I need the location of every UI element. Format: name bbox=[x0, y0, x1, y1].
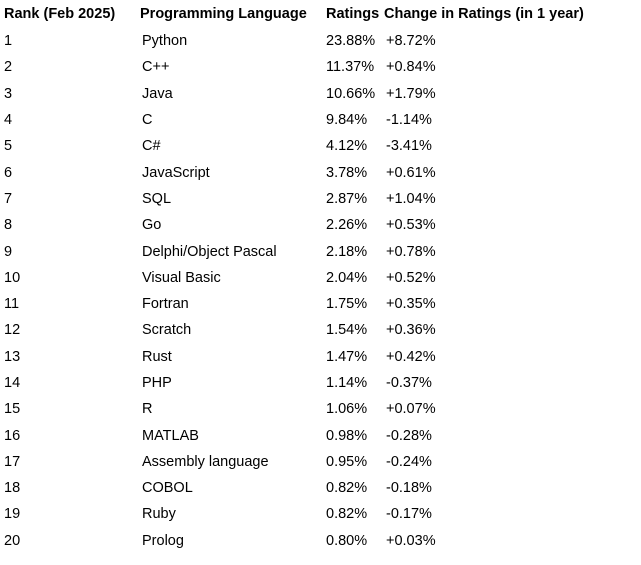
rating-value: 2.26% bbox=[326, 217, 368, 234]
cell-ratings bbox=[326, 54, 384, 80]
cell-ratings bbox=[326, 344, 384, 370]
rating-value: 0.98% bbox=[326, 427, 368, 444]
change-value: +0.35% bbox=[386, 296, 436, 313]
cell-change bbox=[384, 28, 637, 54]
language-label: PHP bbox=[142, 375, 172, 391]
table-header bbox=[4, 6, 637, 28]
table-row bbox=[4, 370, 637, 396]
change-value: +0.78% bbox=[386, 243, 436, 260]
cell-ratings bbox=[326, 475, 384, 501]
cell-language bbox=[140, 501, 326, 527]
table-row bbox=[4, 28, 637, 54]
language-label: Prolog bbox=[142, 532, 184, 549]
cell-rank: 4 bbox=[4, 112, 13, 129]
table-row bbox=[4, 107, 637, 133]
language-label: Ruby bbox=[142, 506, 176, 523]
table-row bbox=[4, 133, 637, 159]
cell-change bbox=[384, 186, 637, 212]
cell-ratings bbox=[326, 238, 384, 264]
cell-ratings bbox=[326, 396, 384, 422]
change-value: +1.79% bbox=[386, 85, 436, 102]
language-label: C bbox=[142, 112, 153, 129]
language-label: Java bbox=[142, 85, 173, 102]
cell-ratings bbox=[326, 422, 384, 448]
change-value: -0.17% bbox=[386, 506, 432, 523]
cell-ratings bbox=[326, 133, 384, 159]
language-label: Scratch bbox=[142, 322, 192, 339]
cell-language bbox=[140, 449, 326, 475]
rating-value: 0.80% bbox=[326, 532, 368, 549]
cell-language bbox=[140, 317, 326, 343]
column-header-language: Programming Language bbox=[140, 6, 307, 22]
cell-rank: 16 bbox=[4, 427, 21, 444]
rating-value: 2.87% bbox=[326, 190, 368, 207]
table-row bbox=[4, 238, 637, 264]
cell-change bbox=[384, 501, 637, 527]
cell-language bbox=[140, 133, 326, 159]
cell-rank: 13 bbox=[4, 348, 21, 365]
cell-language bbox=[140, 212, 326, 238]
cell-ratings bbox=[326, 212, 384, 238]
rating-value: 1.47% bbox=[326, 348, 368, 365]
change-value: +0.36% bbox=[386, 322, 436, 339]
table-row bbox=[4, 291, 637, 317]
table-row bbox=[4, 475, 637, 501]
cell-language bbox=[140, 54, 326, 80]
rating-value: 4.12% bbox=[326, 138, 368, 155]
table-row bbox=[4, 396, 637, 422]
table-row bbox=[4, 449, 637, 475]
cell-ratings bbox=[326, 528, 384, 554]
table-row bbox=[4, 422, 637, 448]
change-value: +0.52% bbox=[386, 269, 436, 286]
rating-value: 9.84% bbox=[326, 112, 368, 129]
cell-change bbox=[384, 54, 637, 80]
cell-rank: 11 bbox=[4, 296, 20, 313]
rating-value: 2.18% bbox=[326, 243, 368, 260]
change-value: -3.41% bbox=[386, 138, 432, 155]
rating-value: 2.04% bbox=[326, 269, 368, 286]
change-value: +1.04% bbox=[386, 190, 436, 207]
change-value: +0.61% bbox=[386, 164, 436, 181]
cell-language bbox=[140, 344, 326, 370]
rating-value: 1.75% bbox=[326, 296, 368, 313]
language-label: SQL bbox=[142, 190, 172, 207]
cell-rank: 10 bbox=[4, 269, 21, 286]
change-value: -0.24% bbox=[386, 453, 432, 470]
language-label: Go bbox=[142, 217, 162, 234]
change-value: -1.14% bbox=[386, 112, 432, 129]
change-value: +0.03% bbox=[386, 532, 436, 549]
cell-rank: 3 bbox=[4, 85, 13, 102]
language-label: Assembly language bbox=[142, 453, 269, 470]
language-label: MATLAB bbox=[142, 427, 199, 444]
change-value: -0.28% bbox=[386, 427, 432, 444]
cell-rank: 19 bbox=[4, 506, 21, 523]
change-value: -0.37% bbox=[386, 375, 432, 391]
cell-rank: 5 bbox=[4, 138, 13, 155]
language-label: C++ bbox=[142, 59, 170, 76]
cell-ratings bbox=[326, 186, 384, 212]
table-body bbox=[4, 28, 637, 554]
cell-ratings bbox=[326, 28, 384, 54]
table-header-row bbox=[4, 6, 637, 28]
cell-ratings bbox=[326, 501, 384, 527]
table-row bbox=[4, 159, 637, 185]
cell-language bbox=[140, 265, 326, 291]
cell-language bbox=[140, 107, 326, 133]
change-value: +0.53% bbox=[386, 217, 436, 234]
rating-value: 0.82% bbox=[326, 480, 368, 497]
rating-value: 11.37% bbox=[326, 59, 375, 76]
rating-value: 3.78% bbox=[326, 164, 368, 181]
column-header-rank: Rank (Feb 2025) bbox=[4, 6, 116, 22]
cell-change bbox=[384, 422, 637, 448]
cell-change bbox=[384, 133, 637, 159]
cell-rank: 8 bbox=[4, 217, 13, 234]
rating-value: 1.06% bbox=[326, 401, 368, 418]
column-header-ratings: Ratings bbox=[326, 6, 380, 22]
cell-rank: 1 bbox=[4, 33, 13, 50]
cell-language bbox=[140, 238, 326, 264]
table-row bbox=[4, 186, 637, 212]
cell-change bbox=[384, 475, 637, 501]
cell-ratings bbox=[326, 107, 384, 133]
table-row bbox=[4, 54, 637, 80]
language-label: C# bbox=[142, 138, 161, 155]
cell-change bbox=[384, 265, 637, 291]
change-value: +0.07% bbox=[386, 401, 436, 418]
change-value: -0.18% bbox=[386, 480, 432, 497]
cell-change bbox=[384, 317, 637, 343]
column-header-change: Change in Ratings (in 1 year) bbox=[384, 6, 584, 22]
cell-language bbox=[140, 370, 326, 396]
rating-value: 0.82% bbox=[326, 506, 368, 523]
change-value: +8.72% bbox=[386, 33, 436, 50]
cell-change bbox=[384, 212, 637, 238]
cell-ratings bbox=[326, 159, 384, 185]
language-label: Delphi/Object Pascal bbox=[142, 243, 277, 260]
cell-change bbox=[384, 159, 637, 185]
cell-change bbox=[384, 528, 637, 554]
cell-ratings bbox=[326, 317, 384, 343]
table-row bbox=[4, 344, 637, 370]
cell-rank: 17 bbox=[4, 453, 21, 470]
table-row bbox=[4, 501, 637, 527]
cell-rank: 7 bbox=[4, 190, 13, 207]
language-label: R bbox=[142, 401, 153, 418]
cell-change bbox=[384, 81, 637, 107]
table-row bbox=[4, 528, 637, 554]
rating-value: 1.14% bbox=[326, 375, 368, 391]
cell-change bbox=[384, 238, 637, 264]
cell-language bbox=[140, 422, 326, 448]
cell-change bbox=[384, 449, 637, 475]
language-label: Visual Basic bbox=[142, 269, 221, 286]
cell-rank: 9 bbox=[4, 243, 13, 260]
cell-rank: 12 bbox=[4, 322, 21, 339]
rating-value: 0.95% bbox=[326, 453, 368, 470]
rating-value: 1.54% bbox=[326, 322, 368, 339]
language-ranking-table bbox=[4, 6, 637, 554]
cell-change bbox=[384, 344, 637, 370]
table-row bbox=[4, 81, 637, 107]
cell-language bbox=[140, 28, 326, 54]
cell-language bbox=[140, 475, 326, 501]
cell-change bbox=[384, 370, 637, 396]
cell-rank: 2 bbox=[4, 59, 13, 76]
cell-ratings bbox=[326, 291, 384, 317]
rating-value: 23.88% bbox=[326, 33, 376, 50]
table-row bbox=[4, 265, 637, 291]
change-value: +0.84% bbox=[386, 59, 436, 76]
cell-language bbox=[140, 396, 326, 422]
cell-rank: 6 bbox=[4, 164, 13, 181]
cell-ratings bbox=[326, 370, 384, 396]
cell-ratings bbox=[326, 265, 384, 291]
cell-language bbox=[140, 291, 326, 317]
language-label: Fortran bbox=[142, 296, 189, 313]
cell-change bbox=[384, 107, 637, 133]
cell-rank: 15 bbox=[4, 401, 21, 418]
cell-ratings bbox=[326, 81, 384, 107]
cell-rank: 20 bbox=[4, 532, 21, 549]
cell-language bbox=[140, 159, 326, 185]
language-label: Rust bbox=[142, 348, 172, 365]
language-label: Python bbox=[142, 33, 188, 50]
language-label: JavaScript bbox=[142, 164, 210, 181]
cell-ratings bbox=[326, 449, 384, 475]
change-value: +0.42% bbox=[386, 348, 436, 365]
cell-language bbox=[140, 81, 326, 107]
rating-value: 10.66% bbox=[326, 85, 376, 102]
cell-language bbox=[140, 528, 326, 554]
table-row bbox=[4, 212, 637, 238]
cell-rank: 14 bbox=[4, 375, 21, 391]
cell-rank: 18 bbox=[4, 480, 21, 497]
cell-change bbox=[384, 291, 637, 317]
language-label: COBOL bbox=[142, 480, 193, 497]
cell-language bbox=[140, 186, 326, 212]
table-row bbox=[4, 317, 637, 343]
cell-change bbox=[384, 396, 637, 422]
